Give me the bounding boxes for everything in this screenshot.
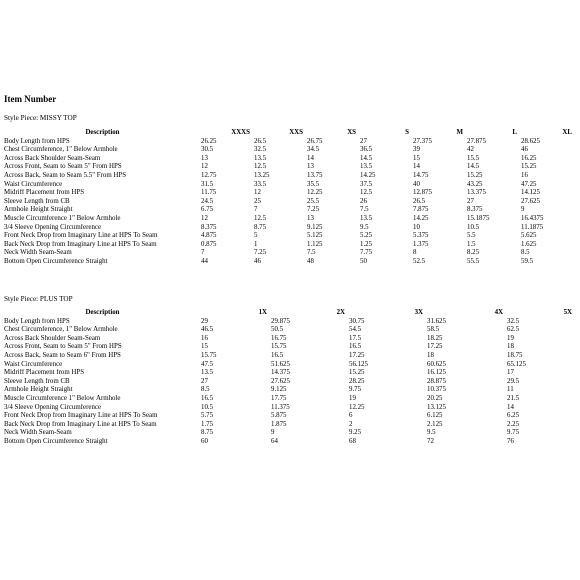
measurement-value: 12.25 xyxy=(349,403,365,411)
measurement-value: 29 xyxy=(201,317,208,325)
measurement-value: 8.5 xyxy=(201,386,210,394)
column-header: 3X xyxy=(414,309,423,316)
measurement-value: 46 xyxy=(521,146,528,154)
measurement-value: 46 xyxy=(254,257,261,265)
measurement-value: 5.375 xyxy=(413,232,429,240)
measurement-value: 14 xyxy=(507,403,514,411)
measurement-label: Waist Circumference xyxy=(4,180,63,188)
column-header: XS xyxy=(347,129,356,136)
measurement-value: 7.25 xyxy=(307,206,320,214)
measurement-value: 7.75 xyxy=(360,249,373,257)
column-header: S xyxy=(405,129,409,136)
measurement-value: 64 xyxy=(271,437,278,445)
measurement-value: 25 xyxy=(254,197,261,205)
measurement-value: 16 xyxy=(521,171,528,179)
measurement-value: 27 xyxy=(360,137,367,145)
column-header: 2X xyxy=(336,309,345,316)
table-row xyxy=(4,155,576,164)
measurement-value: 19 xyxy=(349,394,356,402)
table-row xyxy=(4,241,576,250)
measurement-value: 9.75 xyxy=(349,386,362,394)
table-row xyxy=(4,404,576,413)
measurement-value: 8.75 xyxy=(201,429,214,437)
measurement-value: 14.5 xyxy=(467,163,480,171)
measurement-value: 13 xyxy=(307,163,314,171)
measurement-value: 12.5 xyxy=(360,189,373,197)
measurement-value: 15.25 xyxy=(521,163,537,171)
measurement-label: Armhole Height Straight xyxy=(4,386,73,394)
measurement-value: 0.875 xyxy=(201,240,217,248)
measurement-value: 26 xyxy=(360,197,367,205)
measurement-value: 13 xyxy=(307,214,314,222)
measurement-value: 1.75 xyxy=(201,420,214,428)
measurement-label: Midriff Placement from HPS xyxy=(4,189,85,197)
measurement-value: 50 xyxy=(360,257,367,265)
measurement-value: 27 xyxy=(201,377,208,385)
measurement-value: 16.75 xyxy=(271,334,287,342)
measurement-value: 55.5 xyxy=(467,257,480,265)
measurement-value: 5.25 xyxy=(360,232,373,240)
table-row xyxy=(4,378,576,387)
table-row xyxy=(4,249,576,258)
table-row xyxy=(4,352,576,361)
measurement-label: Across Back Shoulder Seam-Seam xyxy=(4,334,101,342)
measurement-value: 35.5 xyxy=(307,180,320,188)
measurement-value: 12.25 xyxy=(307,189,323,197)
measurement-value: 10.5 xyxy=(467,223,480,231)
measurement-value: 29.875 xyxy=(271,317,290,325)
table-row xyxy=(4,138,576,147)
column-header: M xyxy=(456,129,463,136)
measurement-value: 10 xyxy=(413,223,420,231)
measurement-value: 5.5 xyxy=(467,232,476,240)
column-header: XXS xyxy=(289,129,303,136)
measurement-value: 31.5 xyxy=(201,180,214,188)
measurement-value: 13.5 xyxy=(360,163,373,171)
measurement-value: 14.25 xyxy=(413,214,429,222)
measurement-value: 42 xyxy=(467,146,474,154)
measurement-label: Across Front, Seam to Seam 5" From HPS xyxy=(4,163,122,171)
measurement-label: Front Neck Drop from Imaginary Line at HPS To Seam xyxy=(4,412,158,420)
measurement-value: 9.75 xyxy=(507,429,520,437)
measurement-value: 27.625 xyxy=(271,377,290,385)
measurement-value: 21.5 xyxy=(507,394,520,402)
measurement-value: 7 xyxy=(254,206,258,214)
measurement-label: Back Neck Drop from Imaginary Line at HPS To Seam xyxy=(4,240,157,248)
measurement-value: 10.375 xyxy=(427,386,446,394)
measurement-value: 28.625 xyxy=(521,137,540,145)
measurement-value: 72 xyxy=(427,437,434,445)
measurement-value: 13.25 xyxy=(254,171,270,179)
measurement-value: 17 xyxy=(507,369,514,377)
measurement-value: 46.5 xyxy=(201,326,214,334)
measurement-label: Front Neck Drop from Imaginary Line at HPS To Seam xyxy=(4,232,158,240)
measurement-label: Midriff Placement from HPS xyxy=(4,369,85,377)
measurement-value: 9.25 xyxy=(349,429,362,437)
measurement-value: 17.25 xyxy=(349,351,365,359)
measurement-value: 5.625 xyxy=(521,232,537,240)
plus-spec-table xyxy=(4,309,576,447)
measurement-value: 4.875 xyxy=(201,232,217,240)
measurement-value: 9 xyxy=(521,206,525,214)
table-row xyxy=(4,181,576,190)
measurement-value: 31.625 xyxy=(427,317,446,325)
measurement-value: 76 xyxy=(507,437,514,445)
measurement-label: Neck Width Seam-Seam xyxy=(4,249,72,257)
measurement-value: 28.25 xyxy=(349,377,365,385)
column-header: XXXS xyxy=(231,129,250,136)
measurement-label: Sleeve Length from CB xyxy=(4,377,70,385)
measurement-label: Across Front, Seam to Seam 5" From HPS xyxy=(4,343,122,351)
measurement-value: 27.375 xyxy=(413,137,432,145)
column-header: 5X xyxy=(563,309,572,316)
column-header: L xyxy=(512,129,517,136)
table-row xyxy=(4,189,576,198)
measurement-value: 20.25 xyxy=(427,394,443,402)
measurement-value: 14 xyxy=(413,163,420,171)
measurement-value: 50.5 xyxy=(271,326,284,334)
measurement-value: 15.75 xyxy=(271,343,287,351)
measurement-value: 15 xyxy=(201,343,208,351)
measurement-value: 48 xyxy=(307,257,314,265)
table-row xyxy=(4,198,576,207)
measurement-value: 1.125 xyxy=(307,240,323,248)
measurement-value: 6.25 xyxy=(507,412,520,420)
measurement-value: 16.125 xyxy=(427,369,446,377)
measurement-value: 9.125 xyxy=(271,386,287,394)
measurement-value: 7.25 xyxy=(254,249,267,257)
measurement-value: 16 xyxy=(201,334,208,342)
measurement-value: 13.125 xyxy=(427,403,446,411)
measurement-value: 6.75 xyxy=(201,206,214,214)
table-row xyxy=(4,429,576,438)
measurement-value: 1.5 xyxy=(467,240,476,248)
measurement-value: 1.25 xyxy=(360,240,373,248)
column-header: 1X xyxy=(258,309,267,316)
measurement-value: 44 xyxy=(201,257,208,265)
measurement-value: 25.5 xyxy=(307,197,320,205)
measurement-value: 16.25 xyxy=(521,154,537,162)
measurement-value: 8.25 xyxy=(467,249,480,257)
measurement-value: 7.5 xyxy=(307,249,316,257)
measurement-value: 62.5 xyxy=(507,326,520,334)
measurement-value: 7.875 xyxy=(413,206,429,214)
table-row xyxy=(4,326,576,335)
measurement-value: 1.375 xyxy=(413,240,429,248)
table-row xyxy=(4,172,576,181)
measurement-label: Chest Circumference, 1" Below Armhole xyxy=(4,146,118,154)
measurement-value: 12.75 xyxy=(201,171,217,179)
table-row xyxy=(4,258,576,267)
measurement-value: 10.5 xyxy=(201,403,214,411)
measurement-value: 13.375 xyxy=(467,189,486,197)
measurement-value: 11.75 xyxy=(201,189,217,197)
measurement-value: 9 xyxy=(271,429,275,437)
measurement-label: Across Back, Seam to Seam 5.5" From HPS xyxy=(4,171,127,179)
table-row xyxy=(4,361,576,370)
measurement-value: 12.5 xyxy=(254,163,267,171)
measurement-value: 51.625 xyxy=(271,360,290,368)
measurement-value: 13.5 xyxy=(360,214,373,222)
table-row xyxy=(4,343,576,352)
table-row xyxy=(4,421,576,430)
measurement-value: 28.875 xyxy=(427,377,446,385)
measurement-label: Neck Width Seam-Seam xyxy=(4,429,72,437)
measurement-value: 26.75 xyxy=(307,137,323,145)
measurement-value: 1.625 xyxy=(521,240,537,248)
column-header: XL xyxy=(562,129,572,136)
measurement-value: 15.1875 xyxy=(467,214,490,222)
plus-table-body xyxy=(4,318,576,447)
measurement-value: 68 xyxy=(349,437,356,445)
measurement-value: 19 xyxy=(507,334,514,342)
measurement-label: Bottom Open Circumference Straight xyxy=(4,257,108,265)
measurement-value: 6.125 xyxy=(427,412,443,420)
measurement-value: 7 xyxy=(201,249,205,257)
measurement-value: 26.5 xyxy=(254,137,267,145)
table-row xyxy=(4,206,576,215)
measurement-value: 17.5 xyxy=(349,334,362,342)
measurement-label: Muscle Circumference 1" Below Armhole xyxy=(4,214,121,222)
measurement-value: 2.125 xyxy=(427,420,443,428)
measurement-value: 13.5 xyxy=(201,369,214,377)
measurement-value: 9.5 xyxy=(427,429,436,437)
measurement-value: 9.5 xyxy=(360,223,369,231)
measurement-value: 40 xyxy=(413,180,420,188)
measurement-value: 14 xyxy=(307,154,314,162)
measurement-label: Back Neck Drop from Imaginary Line at HPS To Seam xyxy=(4,420,157,428)
measurement-value: 14.75 xyxy=(413,171,429,179)
measurement-value: 12 xyxy=(201,214,208,222)
measurement-value: 30.75 xyxy=(349,317,365,325)
measurement-value: 47.25 xyxy=(521,180,537,188)
measurement-value: 11.375 xyxy=(271,403,290,411)
measurement-label: 3/4 Sleeve Opening Circumference xyxy=(4,403,102,411)
measurement-value: 15.25 xyxy=(467,171,483,179)
measurement-value: 33.5 xyxy=(254,180,267,188)
table-row xyxy=(4,224,576,233)
measurement-value: 29.5 xyxy=(507,377,520,385)
measurement-value: 16.4375 xyxy=(521,214,544,222)
measurement-value: 1 xyxy=(254,240,258,248)
measurement-label: Across Back Shoulder Seam-Seam xyxy=(4,154,101,162)
measurement-value: 12 xyxy=(201,163,208,171)
measurement-value: 7.5 xyxy=(360,206,369,214)
measurement-value: 8 xyxy=(413,249,417,257)
measurement-value: 15.75 xyxy=(201,351,217,359)
measurement-value: 8.75 xyxy=(254,223,267,231)
measurement-value: 18.25 xyxy=(427,334,443,342)
measurement-value: 18 xyxy=(507,343,514,351)
measurement-value: 2.25 xyxy=(507,420,520,428)
column-header: Description xyxy=(85,309,120,316)
measurement-value: 13.5 xyxy=(254,154,267,162)
column-header: Description xyxy=(85,129,120,136)
measurement-value: 5 xyxy=(254,232,258,240)
measurement-value: 18 xyxy=(427,351,434,359)
measurement-label: Chest Circumference, 1" Below Armhole xyxy=(4,326,118,334)
measurement-value: 24.5 xyxy=(201,197,214,205)
measurement-value: 12.5 xyxy=(254,214,267,222)
table-row xyxy=(4,369,576,378)
column-header: 4X xyxy=(494,309,503,316)
measurement-value: 39 xyxy=(413,146,420,154)
measurement-value: 12 xyxy=(254,189,261,197)
measurement-value: 34.5 xyxy=(307,146,320,154)
table-header-row xyxy=(4,309,576,318)
measurement-value: 16.5 xyxy=(271,351,284,359)
measurement-value: 56.125 xyxy=(349,360,368,368)
measurement-value: 52.5 xyxy=(413,257,426,265)
measurement-value: 8.375 xyxy=(467,206,483,214)
measurement-value: 60.625 xyxy=(427,360,446,368)
measurement-value: 11 xyxy=(507,386,514,394)
style-piece-missy-label: Style Piece: MISSY TOP xyxy=(4,114,77,122)
measurement-value: 6 xyxy=(349,412,353,420)
measurement-value: 17.25 xyxy=(427,343,443,351)
measurement-value: 5.125 xyxy=(307,232,323,240)
measurement-value: 14.25 xyxy=(360,171,376,179)
measurement-value: 14.5 xyxy=(360,154,373,162)
measurement-value: 2 xyxy=(349,420,353,428)
measurement-value: 17.75 xyxy=(271,394,287,402)
measurement-value: 27.625 xyxy=(521,197,540,205)
measurement-value: 27.875 xyxy=(467,137,486,145)
measurement-value: 16.5 xyxy=(349,343,362,351)
missy-table-body xyxy=(4,138,576,267)
measurement-label: Waist Circumference xyxy=(4,360,63,368)
measurement-value: 15 xyxy=(413,154,420,162)
measurement-value: 54.5 xyxy=(349,326,362,334)
measurement-value: 26.5 xyxy=(413,197,426,205)
measurement-value: 14.375 xyxy=(271,369,290,377)
table-row xyxy=(4,395,576,404)
measurement-value: 26.25 xyxy=(201,137,217,145)
measurement-value: 5.75 xyxy=(201,412,214,420)
measurement-value: 59.5 xyxy=(521,257,534,265)
measurement-value: 60 xyxy=(201,437,208,445)
table-row xyxy=(4,146,576,155)
measurement-value: 1.875 xyxy=(271,420,287,428)
table-row xyxy=(4,163,576,172)
measurement-value: 14.125 xyxy=(521,189,540,197)
table-row xyxy=(4,412,576,421)
measurement-value: 13 xyxy=(201,154,208,162)
measurement-value: 27 xyxy=(467,197,474,205)
measurement-value: 13.75 xyxy=(307,171,323,179)
table-row xyxy=(4,438,576,447)
table-row xyxy=(4,215,576,224)
measurement-label: Body Length from HPS xyxy=(4,317,70,325)
measurement-value: 15.25 xyxy=(349,369,365,377)
measurement-value: 18.75 xyxy=(507,351,523,359)
measurement-value: 30.5 xyxy=(201,146,214,154)
measurement-value: 47.5 xyxy=(201,360,214,368)
measurement-value: 8.5 xyxy=(521,249,530,257)
measurement-label: 3/4 Sleeve Opening Circumference xyxy=(4,223,102,231)
measurement-value: 8.375 xyxy=(201,223,217,231)
table-row xyxy=(4,232,576,241)
measurement-value: 36.5 xyxy=(360,146,373,154)
measurement-label: Bottom Open Circumference Straight xyxy=(4,437,108,445)
missy-spec-table xyxy=(4,129,576,267)
table-header-row xyxy=(4,129,576,138)
measurement-value: 16.5 xyxy=(201,394,214,402)
measurement-label: Muscle Circumference 1" Below Armhole xyxy=(4,394,121,402)
measurement-value: 12.875 xyxy=(413,189,432,197)
table-row xyxy=(4,335,576,344)
measurement-value: 11.1875 xyxy=(521,223,544,231)
measurement-value: 9.125 xyxy=(307,223,323,231)
measurement-value: 5.875 xyxy=(271,412,287,420)
measurement-label: Sleeve Length from CB xyxy=(4,197,70,205)
table-row xyxy=(4,386,576,395)
table-row xyxy=(4,318,576,327)
style-piece-plus-label: Style Piece: PLUS TOP xyxy=(4,295,73,303)
measurement-value: 65.125 xyxy=(507,360,526,368)
measurement-value: 32.5 xyxy=(507,317,520,325)
measurement-label: Body Length from HPS xyxy=(4,137,70,145)
measurement-label: Across Back, Seam to Seam 6" From HPS xyxy=(4,351,121,359)
measurement-value: 43.25 xyxy=(467,180,483,188)
measurement-value: 58.5 xyxy=(427,326,440,334)
measurement-value: 15.5 xyxy=(467,154,480,162)
measurement-label: Armhole Height Straight xyxy=(4,206,73,214)
measurement-value: 32.5 xyxy=(254,146,267,154)
item-number-heading: Item Number xyxy=(4,94,57,104)
measurement-value: 37.5 xyxy=(360,180,373,188)
